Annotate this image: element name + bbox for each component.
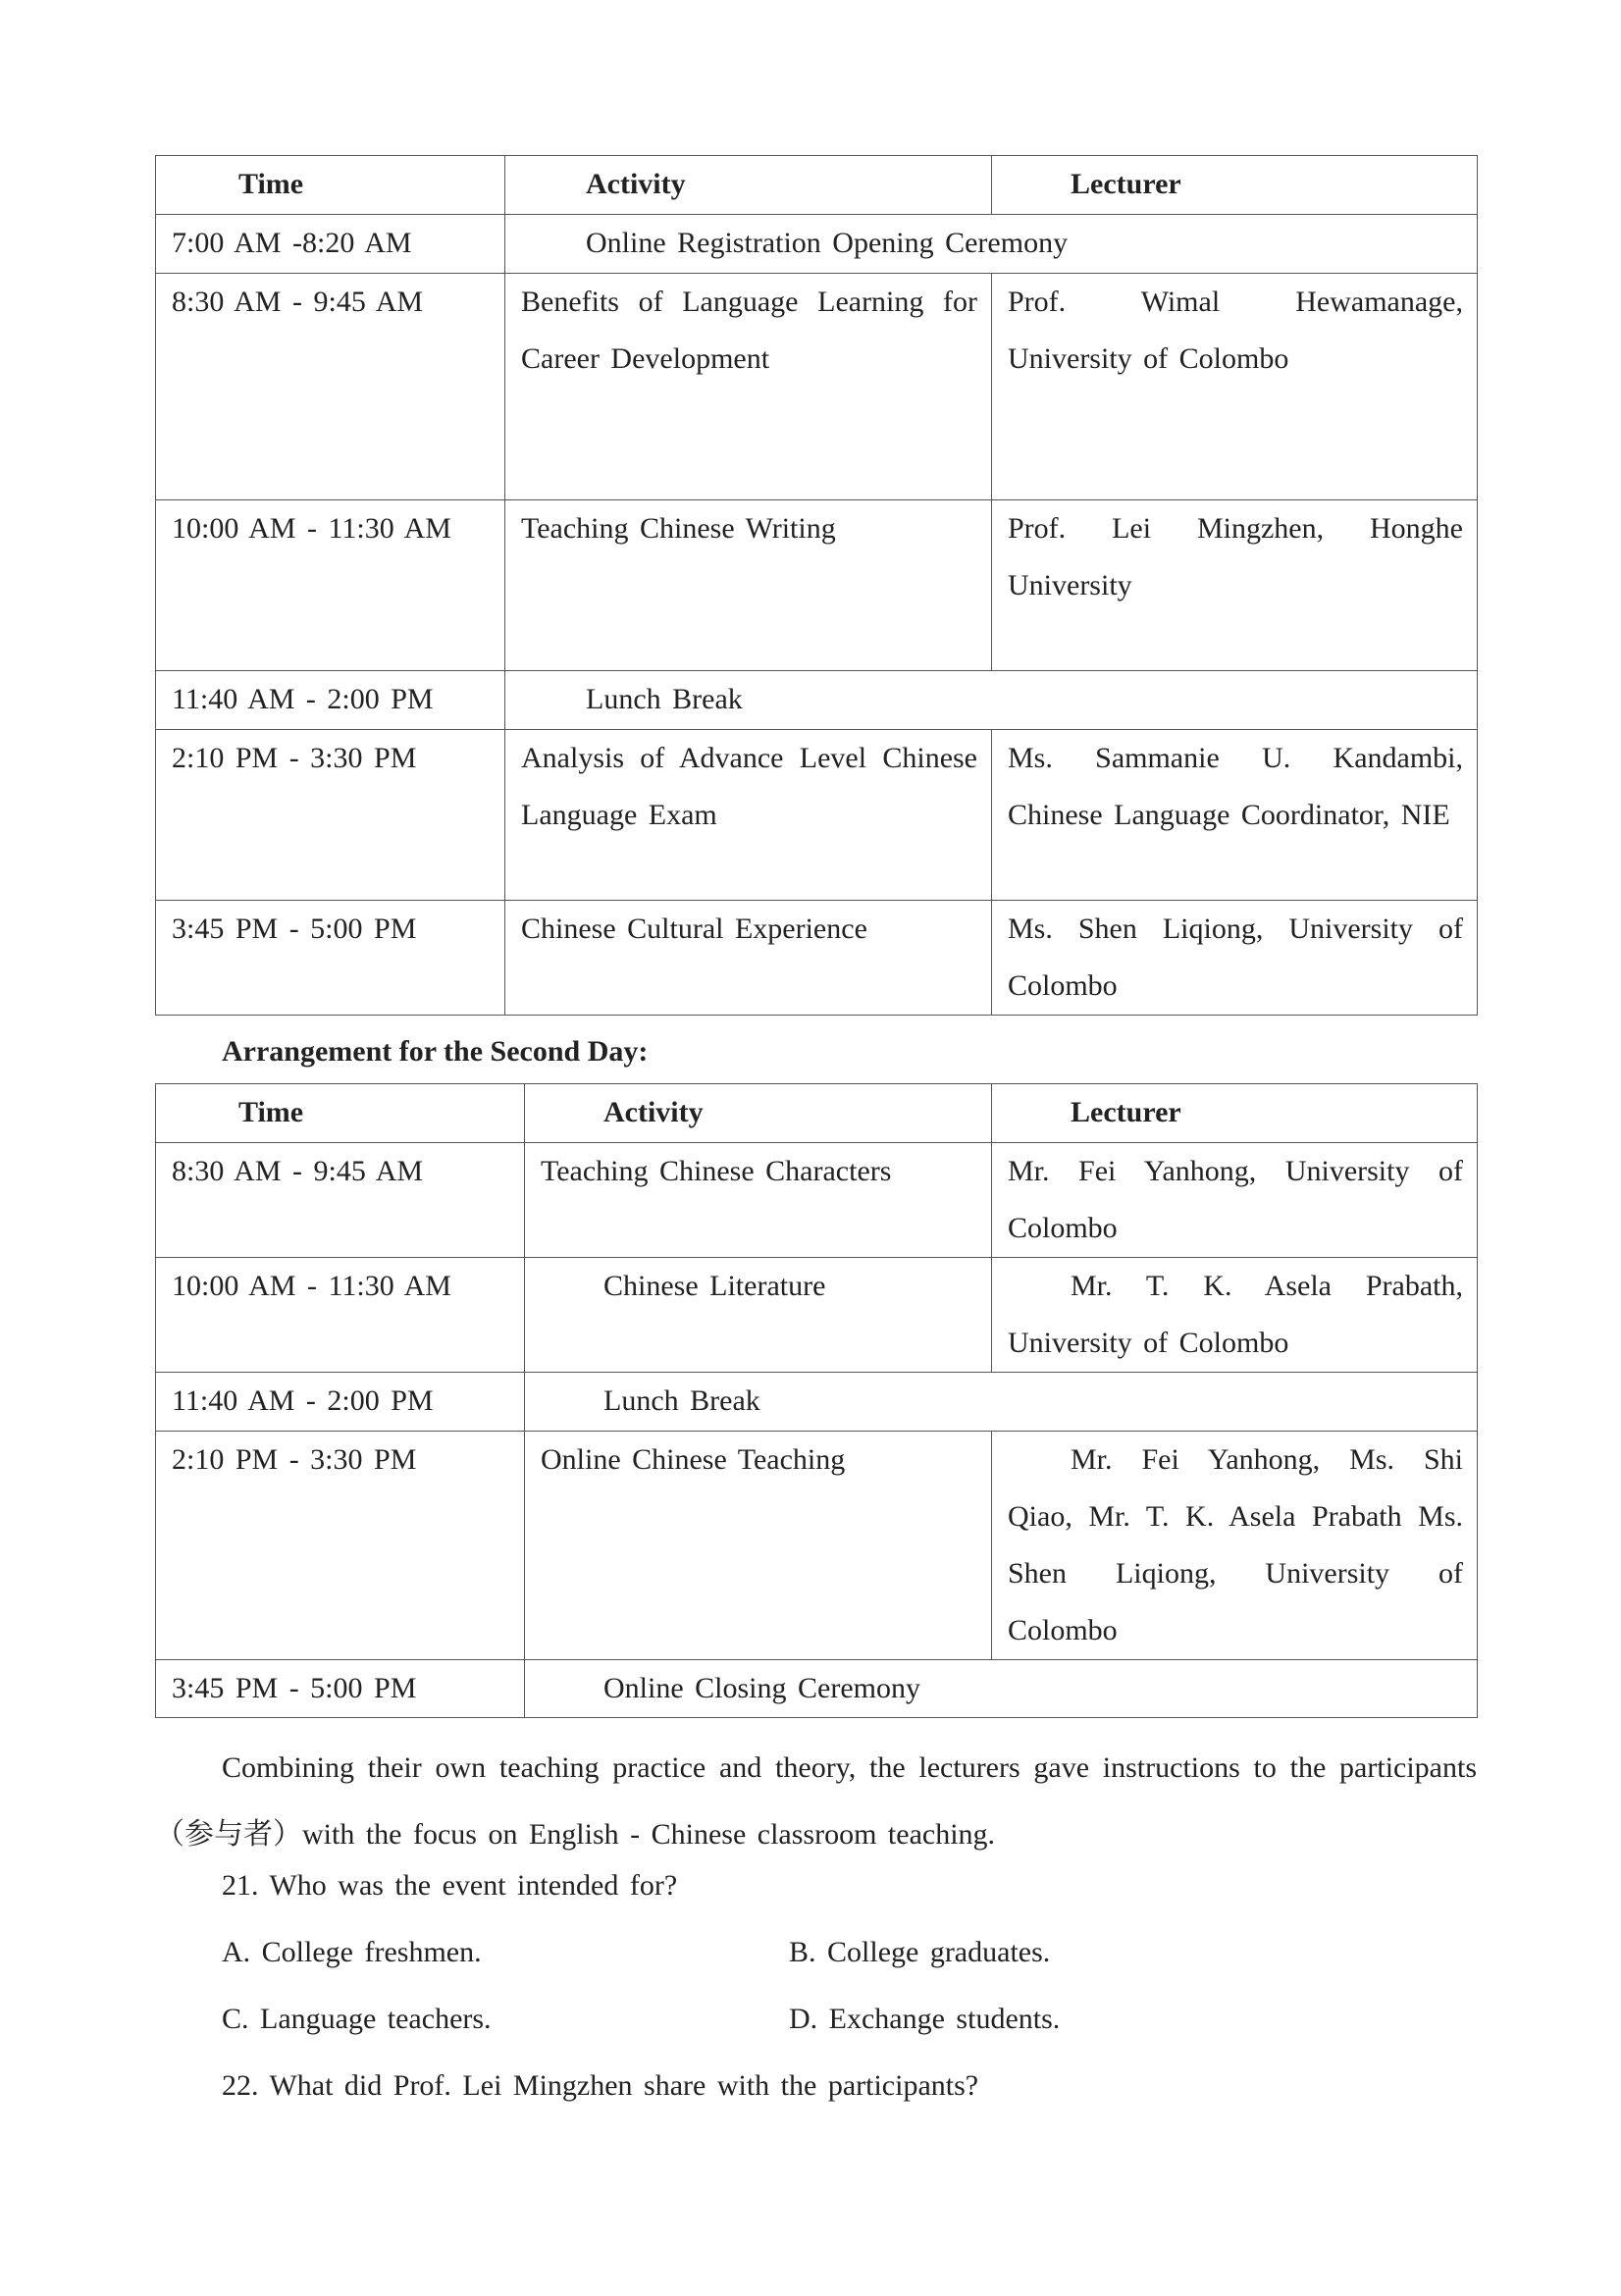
time-cell: 11:40 AM - 2:00 PM: [172, 1384, 434, 1417]
day2-schedule-table: [155, 1083, 1478, 1718]
table-row: [156, 1258, 1478, 1373]
second-day-heading: Arrangement for the Second Day:: [222, 1035, 649, 1068]
table-row: [156, 1432, 1478, 1660]
activity-cell: Chinese Cultural Experience: [521, 913, 867, 945]
time-cell: 8:30 AM - 9:45 AM: [172, 286, 424, 318]
table-row: [156, 1660, 1478, 1718]
time-cell: 7:00 AM -8:20 AM: [172, 227, 412, 259]
time-cell: 2:10 PM - 3:30 PM: [172, 742, 417, 774]
activity-cell: Teaching Chinese Writing: [521, 512, 836, 545]
time-cell: 11:40 AM - 2:00 PM: [172, 683, 434, 715]
lecturer-cell: Mr. Fei Yanhong, Ms. Shi Qiao, Mr. T. K. Asela Prabath Ms. Shen Liqiong, University of Colombo: [1008, 1443, 1463, 1646]
table-row: [156, 901, 1478, 1016]
lecturer-cell: Ms. Sammanie U. Kandambi, Chinese Language Coordinator, NIE: [1008, 742, 1463, 831]
day1-header-row: [156, 156, 1478, 215]
activity-column-header: Activity: [586, 168, 686, 200]
table-row: [156, 500, 1478, 671]
activity-cell: Online Registration Opening Ceremony: [586, 227, 1069, 259]
time-cell: 10:00 AM - 11:30 AM: [172, 1270, 451, 1302]
body-paragraph: Combining their own teaching practice and theory, the lecturers gave instructions to the participants （参与者）with the focus on English - Chinese classroom teaching.: [155, 1751, 1477, 1851]
time-cell: 2:10 PM - 3:30 PM: [172, 1443, 417, 1476]
question-21-option-c: C. Language teachers.: [222, 2003, 492, 2035]
activity-cell: Lunch Break: [586, 683, 743, 715]
table-row: [156, 1143, 1478, 1258]
activity-column-header: Activity: [603, 1096, 704, 1128]
time-cell: 10:00 AM - 11:30 AM: [172, 512, 451, 545]
activity-cell: Teaching Chinese Characters: [541, 1155, 892, 1187]
lecturer-cell: Ms. Shen Liqiong, University of Colombo: [1008, 913, 1463, 1002]
activity-cell: Analysis of Advance Level Chinese Language Exam: [521, 742, 977, 831]
question-21-stem: 21. Who was the event intended for?: [222, 1869, 678, 1902]
lecturer-cell: Mr. T. K. Asela Prabath, University of Colombo: [1008, 1270, 1463, 1359]
time-column-header: Time: [238, 168, 304, 200]
lecturer-cell: Mr. Fei Yanhong, University of Colombo: [1008, 1155, 1463, 1244]
table-row: [156, 671, 1478, 730]
table-row: [156, 274, 1478, 500]
lecturer-cell: Prof. Wimal Hewamanage, University of Colombo: [1008, 286, 1463, 375]
table-row: [156, 730, 1478, 901]
question-21-option-b: B. College graduates.: [789, 1936, 1051, 1968]
question-21-option-d: D. Exchange students.: [789, 2003, 1061, 2035]
day1-schedule-table: [155, 155, 1478, 1016]
question-21-option-a: A. College freshmen.: [222, 1936, 482, 1968]
lecturer-column-header: Lecturer: [1071, 1096, 1181, 1128]
activity-cell: Chinese Literature: [603, 1270, 826, 1302]
lecturer-column-header: Lecturer: [1071, 168, 1181, 200]
day2-header-row: [156, 1084, 1478, 1143]
activity-cell: Lunch Break: [603, 1384, 760, 1417]
table-row: [156, 1373, 1478, 1432]
table-row: [156, 215, 1478, 274]
time-cell: 3:45 PM - 5:00 PM: [172, 913, 417, 945]
time-column-header: Time: [238, 1096, 304, 1128]
time-cell: 8:30 AM - 9:45 AM: [172, 1155, 424, 1187]
activity-cell: Online Closing Ceremony: [603, 1672, 920, 1704]
activity-cell: Online Chinese Teaching: [541, 1443, 846, 1476]
question-22-stem: 22. What did Prof. Lei Mingzhen share with the participants?: [222, 2069, 979, 2102]
lecturer-cell: Prof. Lei Mingzhen, Honghe University: [1008, 512, 1463, 601]
time-cell: 3:45 PM - 5:00 PM: [172, 1672, 417, 1704]
activity-cell: Benefits of Language Learning for Career Development: [521, 286, 977, 375]
